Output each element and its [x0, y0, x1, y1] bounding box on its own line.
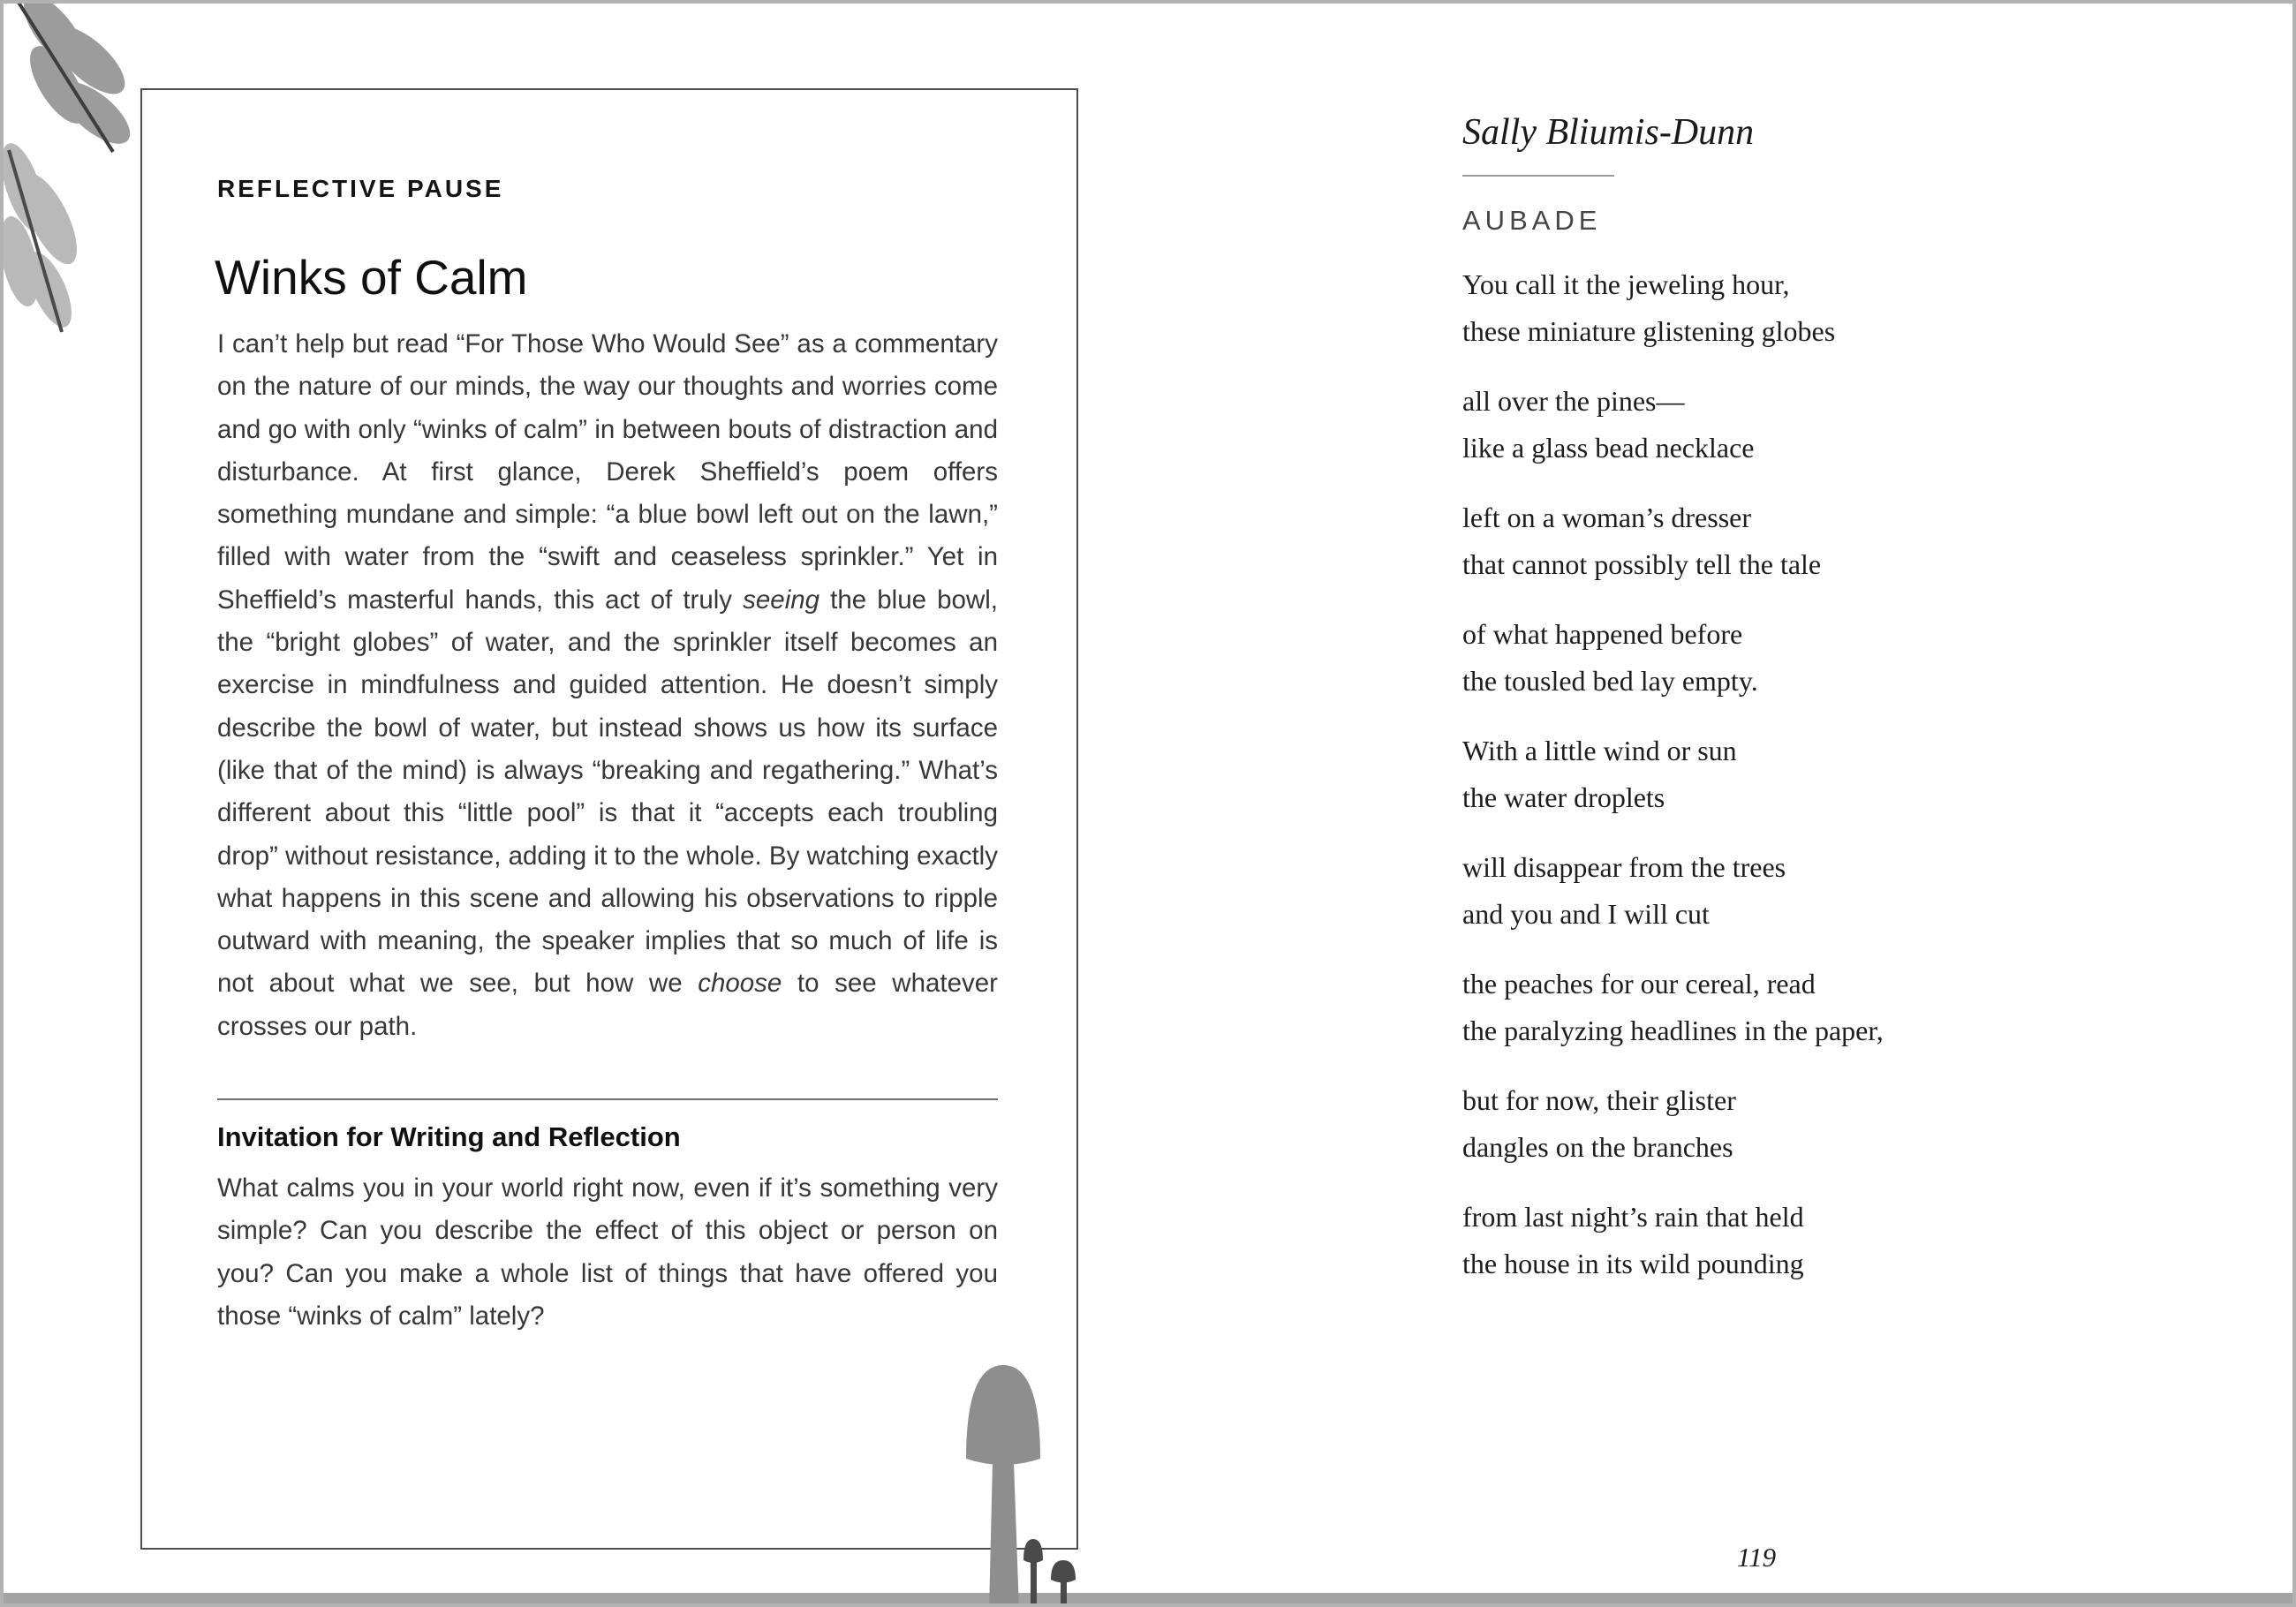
poem-stanza	[1462, 961, 1884, 1054]
poem-line: from last night’s rain that held	[1462, 1201, 1804, 1233]
body-segment: to see whatever crosses our path.	[217, 969, 998, 1041]
chapter-title: Winks of Calm	[215, 250, 528, 305]
page-number: 119	[1736, 1542, 1777, 1573]
poem-line: You call it the jeweling hour,	[1462, 268, 1790, 300]
poem-line: the house in its wild pounding	[1462, 1248, 1804, 1279]
poem-line: that cannot possibly tell the tale	[1462, 548, 1822, 580]
poem-line: dangles on the branches	[1462, 1131, 1733, 1163]
poem-line: will disappear from the trees	[1462, 851, 1786, 883]
eyebrow-label: REFLECTIVE PAUSE	[217, 175, 504, 202]
poem-line: these miniature glistening globes	[1462, 315, 1836, 347]
invitation-text: What calms you in your world right now, even if it’s something very simple? Can you describe the effect of this object or person on you? Can you make a whole list of things that have offered you those “winks of calm” lately?	[217, 1173, 998, 1331]
author-name: Sally Bliumis-Dunn	[1462, 112, 1755, 153]
body-segment: the blue bowl, the “bright globes” of water, and the sprinkler itself becomes an exercise in mindfulness and guided attention. He doesn’t simply describe the bowl of water, but instead shows us how its surface (like that of the mind) is always “breaking and regathering.” What’s different about this “little pool” is that it “accepts each troubling drop” without resistance, adding it to the whole. By watching exactly what happens in this scene and allowing his observations to ripple outward with meaning, the speaker implies that so much of life is not about what we see, but how we	[217, 585, 998, 999]
poem-line: like a glass bead necklace	[1462, 432, 1755, 464]
poem-title: AUBADE	[1462, 205, 1602, 236]
leaves-icon	[4, 4, 189, 357]
author-rule	[1462, 175, 1614, 177]
poem-stanza	[1462, 1077, 1884, 1171]
poem-stanza	[1462, 494, 1884, 588]
poem-line: of what happened before	[1462, 618, 1743, 650]
invitation-heading: Invitation for Writing and Reflection	[217, 1121, 681, 1152]
poem-line: the peaches for our cereal, read	[1462, 968, 1816, 1000]
poem-line: the tousled bed lay empty.	[1462, 665, 1758, 697]
poem-line: but for now, their glister	[1462, 1084, 1736, 1116]
poem-stanza	[1462, 378, 1884, 472]
poem-stanza	[1462, 261, 1884, 355]
body-italic-word: seeing	[743, 585, 820, 615]
body-paragraph	[217, 323, 998, 1048]
poem-stanza	[1462, 1194, 1884, 1287]
poem-line: With a little wind or sun	[1462, 735, 1737, 766]
poem-line: left on a woman’s dresser	[1462, 502, 1752, 533]
poem-line: the water droplets	[1462, 781, 1665, 813]
body-segment: I can’t help but read “For Those Who Would See” as a commentary on the nature of our minds, the way our thoughts and worries come and go with only “winks of calm” in between bouts of distraction and disturbance. At first glance, Derek Sheffield’s poem offers something mundane and simple: “a blue bowl left out on the lawn,” filled with water from the “swift and ceaseless sprinkler.” Yet in Sheffield’s masterful hands, this act of truly	[217, 329, 998, 615]
poem-line: the paralyzing headlines in the paper,	[1462, 1015, 1884, 1046]
poem-stanza	[1462, 728, 1884, 821]
poem-stanza	[1462, 844, 1884, 938]
poem-line: and you and I will cut	[1462, 898, 1710, 930]
page-bottom-edge	[4, 1593, 2292, 1603]
body-italic-word: choose	[698, 969, 782, 999]
poem-stanza	[1462, 611, 1884, 705]
poem	[1462, 261, 1884, 1310]
section-divider	[217, 1098, 998, 1100]
mushrooms-icon	[957, 1360, 1107, 1607]
poem-line: all over the pines—	[1462, 385, 1685, 417]
